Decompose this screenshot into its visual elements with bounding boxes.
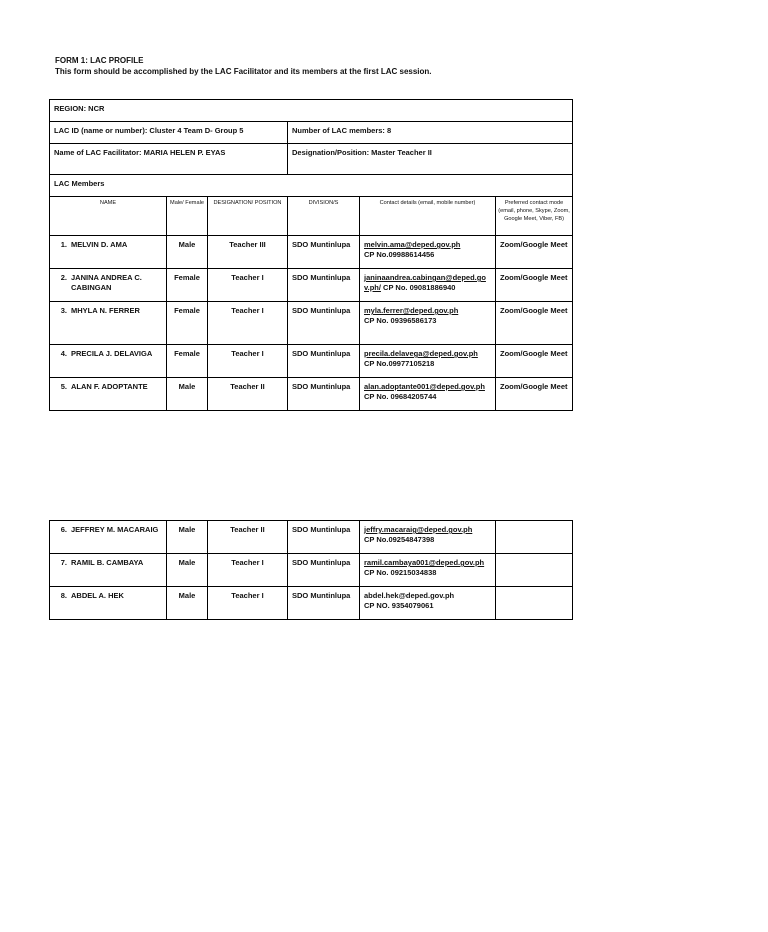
- member-sex: Female: [167, 269, 208, 302]
- col-mode: Preferred contact mode (email, phone, Skype, Zoom, Google Meet, Viber, FB): [496, 197, 573, 236]
- member-mode: Zoom/Google Meet: [496, 378, 573, 411]
- member-position: Teacher I: [208, 554, 288, 587]
- member-division: SDO Muntinlupa: [288, 378, 360, 411]
- member-email[interactable]: myla.ferrer@deped.gov.ph: [364, 306, 459, 315]
- member-division: SDO Muntinlupa: [288, 302, 360, 345]
- member-phone: CP No.09977105218: [364, 359, 435, 368]
- lac-members-continued-table: [49, 520, 573, 620]
- member-division: SDO Muntinlupa: [288, 269, 360, 302]
- table-row: [50, 302, 573, 345]
- member-contact: [360, 345, 496, 378]
- member-phone: CP NO. 9354079061: [364, 601, 434, 610]
- member-contact: [360, 378, 496, 411]
- member-contact: [360, 554, 496, 587]
- member-count-cell: Number of LAC members: 8: [288, 122, 573, 144]
- member-division: SDO Muntinlupa: [288, 587, 360, 620]
- facilitator-cell: Name of LAC Facilitator: MARIA HELEN P. EYAS: [50, 144, 288, 175]
- table-row: [50, 236, 573, 269]
- table-row: [50, 521, 573, 554]
- table-row: [50, 378, 573, 411]
- member-contact: [360, 521, 496, 554]
- form-instruction: This form should be accomplished by the LAC Facilitator and its members at the first LAC session.: [55, 67, 432, 76]
- member-name: 7. RAMIL B. CAMBAYA: [50, 554, 167, 587]
- member-sex: Female: [167, 302, 208, 345]
- designation-cell: Designation/Position: Master Teacher II: [288, 144, 573, 175]
- member-position: Teacher I: [208, 587, 288, 620]
- lac-members-label: LAC Members: [50, 175, 573, 197]
- member-contact: [360, 302, 496, 345]
- col-sex: Male/ Female: [167, 197, 208, 236]
- member-division: SDO Muntinlupa: [288, 554, 360, 587]
- form-title: FORM 1: LAC PROFILE: [55, 56, 144, 65]
- table-row: [50, 345, 573, 378]
- member-mode: Zoom/Google Meet: [496, 345, 573, 378]
- member-name: 2. JANINA ANDREA C. CABINGAN: [50, 269, 167, 302]
- column-header-row: [50, 197, 573, 236]
- member-email[interactable]: ramil.cambaya001@deped.gov.ph: [364, 558, 485, 567]
- member-position: Teacher I: [208, 345, 288, 378]
- member-division: SDO Muntinlupa: [288, 521, 360, 554]
- member-mode: Zoom/Google Meet: [496, 302, 573, 345]
- member-email[interactable]: abdel.hek@deped.gov.ph: [364, 591, 455, 600]
- col-division: DIVISION/S: [288, 197, 360, 236]
- member-email[interactable]: precila.delavega@deped.gov.ph: [364, 349, 478, 358]
- member-email[interactable]: melvin.ama@deped.gov.ph: [364, 240, 461, 249]
- member-sex: Male: [167, 587, 208, 620]
- member-mode: [496, 587, 573, 620]
- col-name: NAME: [50, 197, 167, 236]
- member-position: Teacher III: [208, 236, 288, 269]
- member-phone: CP No.09254847398: [364, 535, 435, 544]
- member-mode: [496, 554, 573, 587]
- member-phone: CP No. 09081886940: [383, 283, 456, 292]
- member-division: SDO Muntinlupa: [288, 345, 360, 378]
- member-position: Teacher II: [208, 521, 288, 554]
- member-sex: Male: [167, 378, 208, 411]
- member-mode: [496, 521, 573, 554]
- member-email[interactable]: janinaandrea.cabingan@deped.gov.ph/: [364, 273, 486, 292]
- member-name: 6. JEFFREY M. MACARAIG: [50, 521, 167, 554]
- member-email[interactable]: alan.adoptante001@deped.gov.ph: [364, 382, 485, 391]
- member-phone: CP No. 09684205744: [364, 392, 437, 401]
- member-mode: Zoom/Google Meet: [496, 236, 573, 269]
- member-position: Teacher I: [208, 302, 288, 345]
- member-name: 5. ALAN F. ADOPTANTE: [50, 378, 167, 411]
- table-row: [50, 554, 573, 587]
- member-sex: Male: [167, 236, 208, 269]
- member-name: 4. PRECILA J. DELAVIGA: [50, 345, 167, 378]
- col-position: DESIGNATION/ POSITION: [208, 197, 288, 236]
- member-division: SDO Muntinlupa: [288, 236, 360, 269]
- table-row: [50, 269, 573, 302]
- table-row: [50, 587, 573, 620]
- member-sex: Female: [167, 345, 208, 378]
- member-sex: Male: [167, 554, 208, 587]
- member-contact: [360, 236, 496, 269]
- lac-id-cell: LAC ID (name or number): Cluster 4 Team D- Group 5: [50, 122, 288, 144]
- member-name: 8. ABDEL A. HEK: [50, 587, 167, 620]
- member-name: 1. MELVIN D. AMA: [50, 236, 167, 269]
- member-email[interactable]: jeffry.macaraig@deped.gov.ph: [364, 525, 473, 534]
- member-contact: [360, 587, 496, 620]
- member-mode: Zoom/Google Meet: [496, 269, 573, 302]
- member-name: 3. MHYLA N. FERRER: [50, 302, 167, 345]
- member-phone: CP No. 09396586173: [364, 316, 437, 325]
- region-cell: REGION: NCR: [50, 100, 573, 122]
- lac-profile-table: [49, 99, 573, 411]
- col-contact: Contact details (email, mobile number): [360, 197, 496, 236]
- member-position: Teacher II: [208, 378, 288, 411]
- member-phone: CP No.09988614456: [364, 250, 435, 259]
- member-position: Teacher I: [208, 269, 288, 302]
- member-phone: CP No. 09215034838: [364, 568, 437, 577]
- member-sex: Male: [167, 521, 208, 554]
- member-contact: [360, 269, 496, 302]
